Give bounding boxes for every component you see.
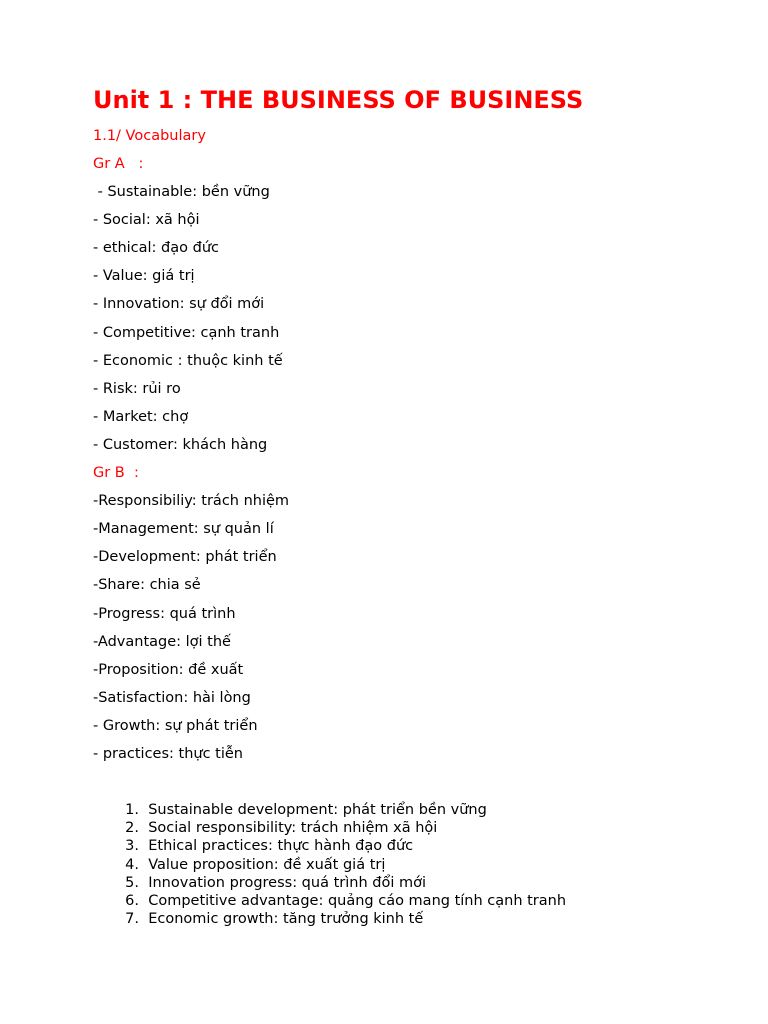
vocab-item: - Growth: sự phát triển <box>93 717 258 734</box>
item-text: Competitive advantage: quảng cáo mang tính cạnh tranh <box>148 892 567 909</box>
item-text: Social responsibility: trách nhiệm xã hội <box>148 820 438 837</box>
item-number: 6. <box>125 892 139 909</box>
numbered-item <box>93 801 566 819</box>
numbered-item <box>93 819 566 837</box>
vocab-item: - Social: xã hội <box>93 212 200 229</box>
numbered-item <box>93 910 566 928</box>
item-text: Ethical practices: thực hành đạo đức <box>148 838 414 855</box>
vocab-item: -Proposition: đề xuất <box>93 661 244 678</box>
vocab-item: -Responsibiliy: trách nhiệm <box>93 493 290 510</box>
group-heading: Gr B : <box>93 465 139 482</box>
section-heading: 1.1/ Vocabulary <box>93 128 206 144</box>
item-text: Value proposition: đề xuất giá trị <box>148 856 386 873</box>
item-text: Innovation progress: quá trình đổi mới <box>148 874 426 891</box>
vocab-item: -Advantage: lợi thế <box>93 633 231 650</box>
vocab-item: -Satisfaction: hài lòng <box>93 689 251 706</box>
vocabulary-list <box>93 154 289 772</box>
numbered-item <box>93 874 566 892</box>
vocab-item: - practices: thực tiễn <box>93 745 243 762</box>
item-text: Sustainable development: phát triển bền vững <box>148 802 487 818</box>
numbered-item <box>93 892 566 910</box>
item-number: 7. <box>125 911 139 928</box>
group-heading: Gr A : <box>93 156 144 172</box>
item-number: 3. <box>125 838 139 855</box>
numbered-item <box>93 837 566 855</box>
vocab-item: -Management: sự quản lí <box>93 521 274 538</box>
vocab-item: - Competitive: cạnh tranh <box>93 324 280 341</box>
item-number: 4. <box>125 856 139 873</box>
page-title: Unit 1 : THE BUSINESS OF BUSINESS <box>93 86 584 114</box>
vocab-item: -Share: chia sẻ <box>93 577 201 594</box>
numbered-item <box>93 856 566 874</box>
item-text: Economic growth: tăng trưởng kinh tế <box>148 911 424 928</box>
vocab-item: - ethical: đạo đức <box>93 240 219 257</box>
vocab-item: - Innovation: sự đổi mới <box>93 296 265 313</box>
item-number: 2. <box>125 820 139 837</box>
vocab-item: -Progress: quá trình <box>93 605 236 622</box>
vocab-item: - Risk: rủi ro <box>93 380 181 397</box>
item-number: 5. <box>125 874 139 891</box>
vocab-item: - Economic : thuộc kinh tế <box>93 352 283 369</box>
numbered-phrase-list <box>93 801 566 928</box>
item-number: 1. <box>125 802 139 818</box>
vocab-item: - Customer: khách hàng <box>93 436 268 453</box>
vocab-item: - Sustainable: bền vững <box>93 184 270 201</box>
vocab-item: - Market: chợ <box>93 408 189 425</box>
vocab-item: - Value: giá trị <box>93 268 195 285</box>
vocab-item: -Development: phát triển <box>93 549 277 566</box>
